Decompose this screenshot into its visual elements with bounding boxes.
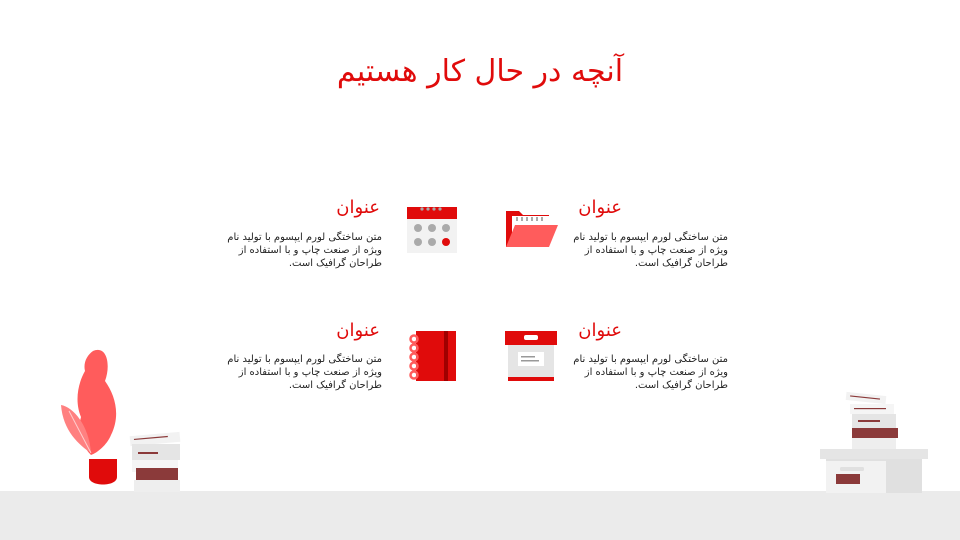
- item-heading: عنوان: [578, 320, 622, 341]
- item-heading: عنوان: [336, 197, 380, 218]
- item-text: متن ساختگی لورم ایپسوم با تولید نام ویژه از صنعت چاپ و با استفاده از طراحان گرافیک است.: [573, 354, 728, 391]
- notebook-icon: [404, 330, 458, 384]
- storage-box-illustration: [818, 447, 930, 493]
- paper-stack-illustration: [840, 388, 900, 450]
- folder-icon: [505, 207, 559, 251]
- calendar-icon: [406, 205, 458, 255]
- item-heading: عنوان: [578, 197, 622, 218]
- item-text: متن ساختگی لورم ایپسوم با تولید نام ویژه از صنعت چاپ و با استفاده از طراحان گرافیک است.: [227, 354, 382, 391]
- slide-title: آنچه در حال کار هستیم: [336, 54, 624, 89]
- item-text: متن ساختگی لورم ایپسوم با تولید نام ویژه از صنعت چاپ و با استفاده از طراحان گرافیک است.: [573, 232, 728, 269]
- archive-box-icon: [504, 330, 558, 382]
- item-heading: عنوان: [336, 320, 380, 341]
- stacked-boxes-illustration: [118, 428, 186, 494]
- item-text: متن ساختگی لورم ایپسوم با تولید نام ویژه از صنعت چاپ و با استفاده از طراحان گرافیک است.: [227, 232, 382, 269]
- floor: [0, 491, 960, 540]
